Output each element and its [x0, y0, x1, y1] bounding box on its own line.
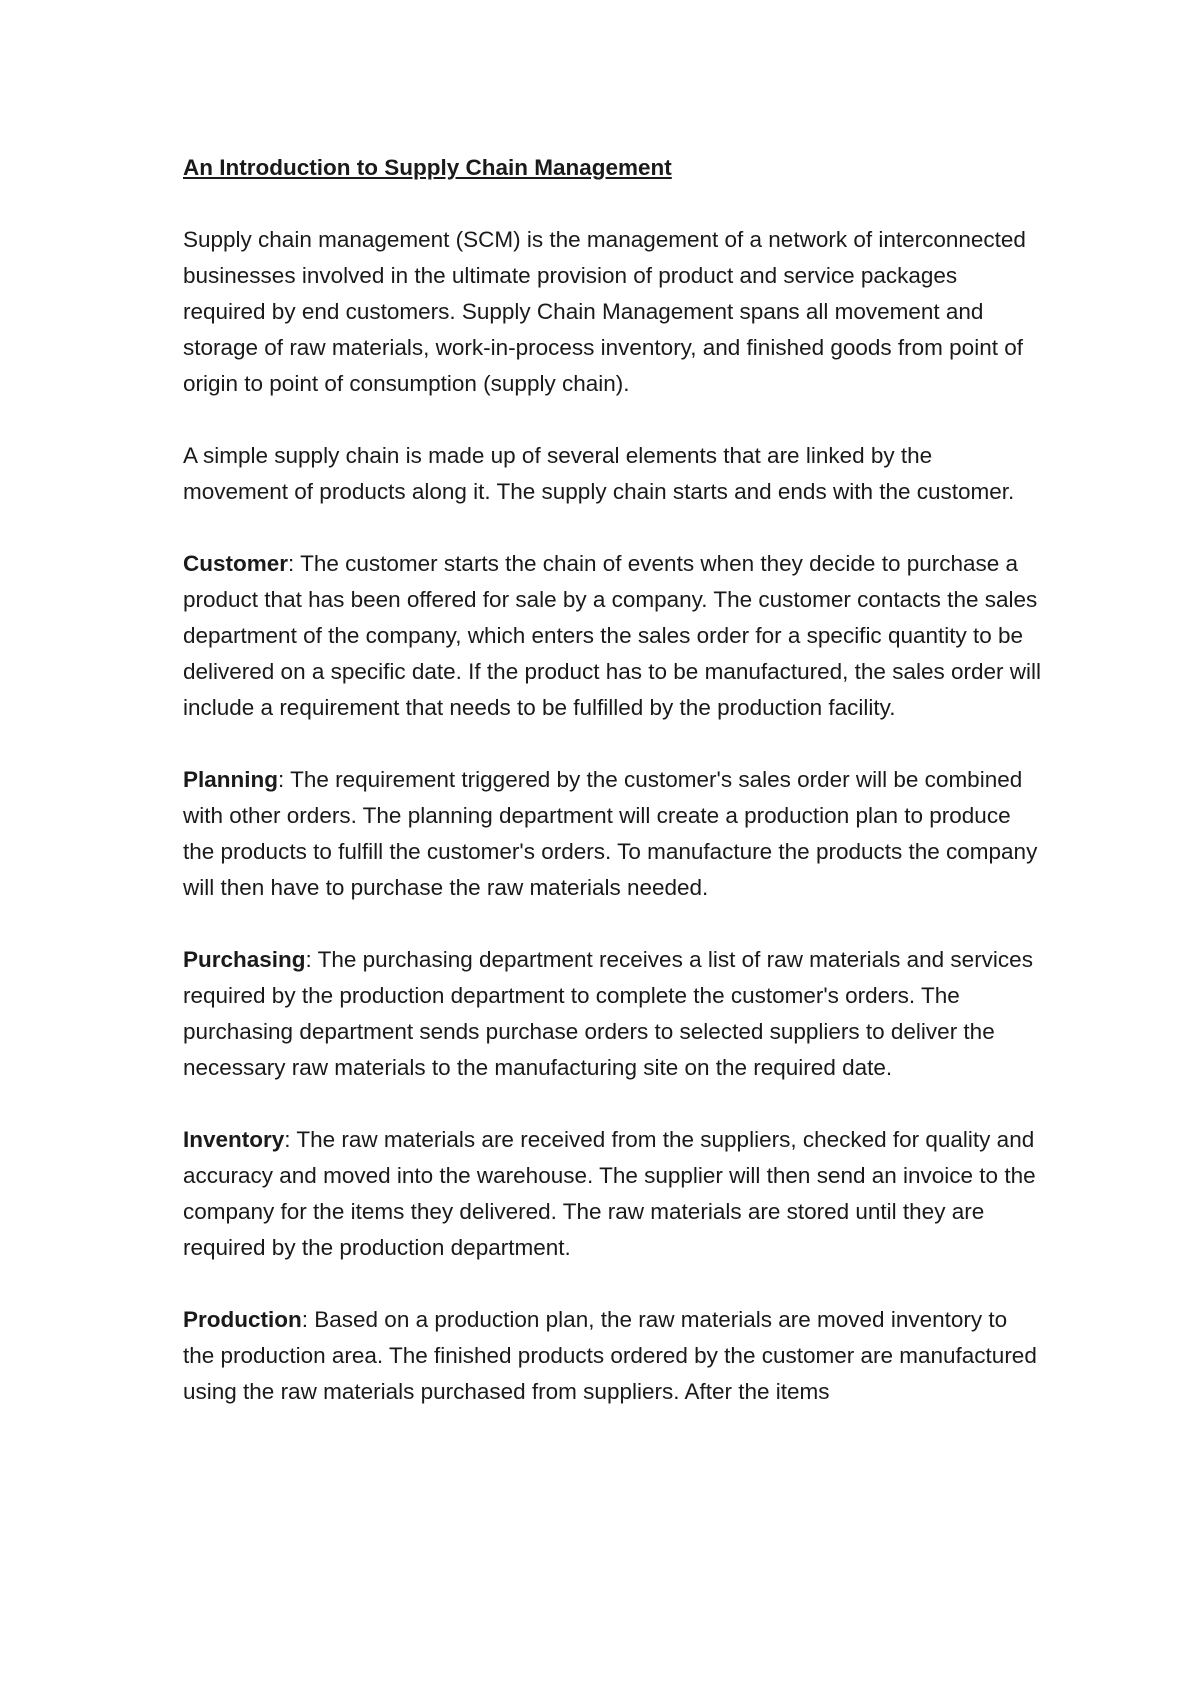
- document-title: An Introduction to Supply Chain Management: [183, 155, 672, 180]
- section-purchasing: [183, 942, 1043, 1086]
- section-term: Production: [183, 1307, 302, 1332]
- intro-paragraph-simple-chain: A simple supply chain is made up of several elements that are linked by the movement of products along it. The supply chain starts and ends with the customer.: [183, 443, 1015, 504]
- section-text: : The purchasing department receives a list of raw materials and services required by the production department to complete the customer's orders. The purchasing department sends purchase orders to selected suppliers to deliver the necessary raw materials to the manufacturing site on the required date.: [183, 947, 1033, 1080]
- section-text: : The requirement triggered by the customer's sales order will be combined with other orders. The planning department will create a production plan to produce the products to fulfill the customer's orders. To manufacture the products the company will then have to purchase the raw materials needed.: [183, 767, 1038, 900]
- section-term: Customer: [183, 551, 289, 576]
- section-term: Purchasing: [183, 947, 306, 972]
- section-text: : Based on a production plan, the raw materials are moved inventory to the production area. The finished products ordered by the customer are manufactured using the raw materials purchased from suppliers. After the items: [183, 1307, 1037, 1404]
- document-body: [183, 150, 1043, 1446]
- section-inventory: [183, 1122, 1043, 1266]
- section-text: : The customer starts the chain of events when they decide to purchase a product that has been offered for sale by a company. The customer contacts the sales department of the company, which enters the sales order for a specific quantity to be delivered on a specific date. If the product has to be manufactured, the sales order will include a requirement that needs to be fulfilled by the production facility.: [183, 551, 1041, 720]
- section-term: Planning: [183, 767, 278, 792]
- section-production: [183, 1302, 1043, 1410]
- section-text: : The raw materials are received from the suppliers, checked for quality and accuracy and moved into the warehouse. The supplier will then send an invoice to the company for the items they delivered. The raw materials are stored until they are required by the production department.: [183, 1127, 1036, 1260]
- section-customer: [183, 546, 1043, 726]
- section-planning: [183, 762, 1043, 906]
- section-term: Inventory: [183, 1127, 285, 1152]
- intro-paragraph-scm-definition: Supply chain management (SCM) is the management of a network of interconnected businesses involved in the ultimate provision of product and service packages required by end customers. Supply Chain Management spans all movement and storage of raw materials, work-in-process inventory, and finished goods from point of origin to point of consumption (supply chain).: [183, 227, 1026, 396]
